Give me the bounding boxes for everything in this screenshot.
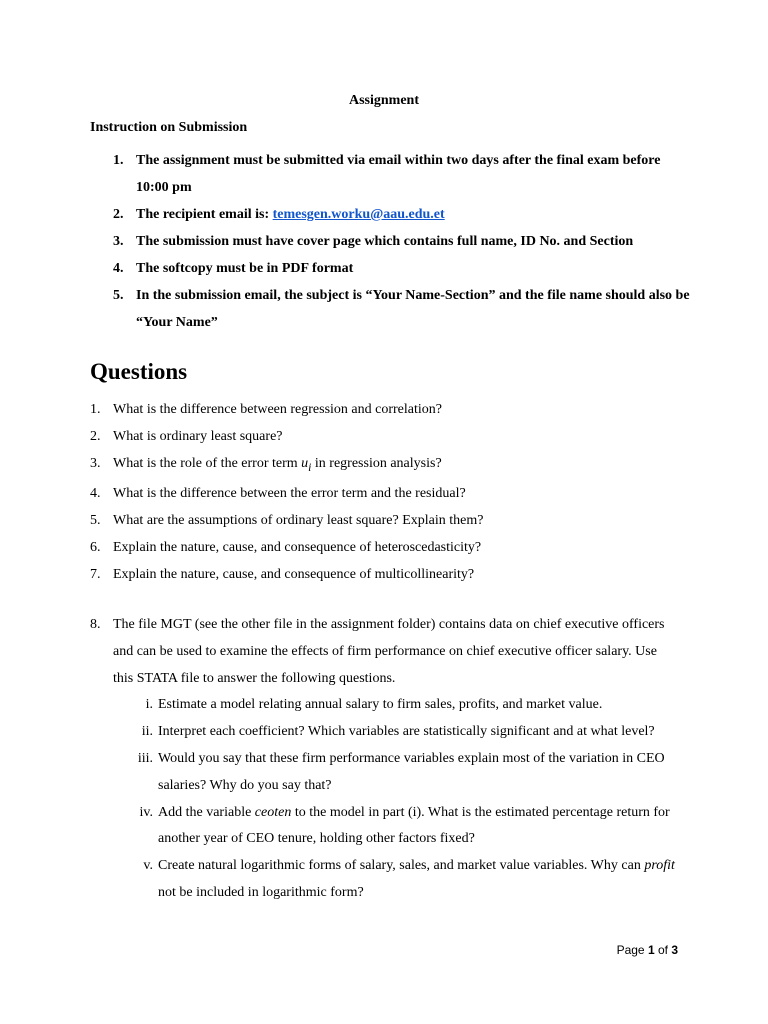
item-text: The softcopy must be in PDF format [136,261,354,276]
sub-question-number: i. [145,697,153,713]
sub-question-number: iii. [137,750,153,766]
page-word: Page [616,943,648,957]
instructions-heading: Instruction on Submission [90,120,248,135]
question-number: 3. [90,455,101,471]
question-text: The file MGT (see the other file in the assignment folder) contains data on chief executive officers and can be used to examine the effects of firm performance on chief executive officer salary. Use this STATA file to answer the following questions. [113,617,665,686]
sub-question-item [113,800,680,854]
sub-question-text-before: Create natural logarithmic forms of salary, sales, and market value variables. Why can [158,858,645,874]
item-number: 1. [113,153,124,168]
question-number: 4. [90,486,101,502]
question-item [90,562,680,589]
question-number: 8. [90,617,101,632]
sub-question-text-before: Add the variable [158,804,255,820]
item-number: 5. [113,288,124,303]
page-number: 1 [647,943,655,957]
sub-question-text-after: not be included in logarithmic form? [158,884,364,900]
question-number: 7. [90,566,101,582]
document-title: Assignment [348,93,419,108]
instruction-item [113,255,693,282]
item-number: 3. [113,234,124,249]
item-number: 2. [113,207,124,222]
questions-heading: Questions [90,359,188,384]
question-number: 2. [90,428,101,444]
sub-question-text: Interpret each coefficient? Which variables are statistically significant and at what level? [158,724,655,740]
question-text: What is the difference between regression and correlation? [113,402,442,417]
sub-question-item [113,692,680,719]
question-text: What are the assumptions of ordinary least square? Explain them? [113,512,484,528]
question-item [90,397,680,424]
sub-question-number: v. [143,858,153,874]
page-total: 3 [671,943,678,957]
sub-question-number: ii. [141,724,153,740]
question-text: Explain the nature, cause, and consequence of heteroscedasticity? [113,539,482,555]
question-number: 5. [90,512,101,528]
sub-question-item [113,853,680,907]
sub-question-text-after: to the model in part (i). What is the estimated percentage return for another year of CEO tenure, holding other factors fixed? [158,804,670,847]
item-text: In the submission email, the subject is “Your Name-Section” and the file name should also be “Your Name” [136,288,690,330]
question-item [90,424,680,451]
item-text: The assignment must be submitted via email within two days after the final exam before 10:00 pm [136,153,661,195]
instruction-item [113,228,693,255]
question-item-8 [90,612,680,907]
question-number: 6. [90,539,101,555]
instruction-item [113,201,693,228]
question-item [90,508,680,535]
question-text: Explain the nature, cause, and consequence of multicollinearity? [113,566,475,582]
recipient-email-link[interactable]: temesgen.worku@aau.edu.et [272,207,445,222]
item-text: The recipient email is: [136,207,273,222]
variable-name: profit [644,858,675,874]
item-number: 4. [113,261,124,276]
variable-name: ceoten [254,804,292,820]
instruction-item [113,147,693,201]
question-text-after: in regression analysis? [311,455,442,471]
question-item [90,481,680,508]
question-item [90,535,680,562]
of-word: of [654,943,672,957]
sub-question-item [113,746,680,800]
instructions-list [113,147,693,336]
sub-question-text: Would you say that these firm performance variables explain most of the variation in CEO salaries? Why do you say that? [158,750,665,793]
sub-question-list [113,692,680,906]
question-number: 1. [90,402,101,417]
sub-question-number: iv. [139,804,153,820]
question-text: What is ordinary least square? [113,428,283,444]
question-text: What is the difference between the error term and the residual? [113,486,466,502]
error-term-subscript: i [308,460,312,474]
page-footer [617,943,678,957]
questions-list [90,397,680,588]
question-item [90,451,680,482]
sub-question-item [113,719,680,746]
sub-question-text: Estimate a model relating annual salary to firm sales, profits, and market value. [158,697,603,713]
error-term-symbol: u [301,455,309,471]
instruction-item [113,282,693,336]
item-text: The submission must have cover page which contains full name, ID No. and Section [136,234,634,249]
question-text-before: What is the role of the error term [113,455,302,471]
